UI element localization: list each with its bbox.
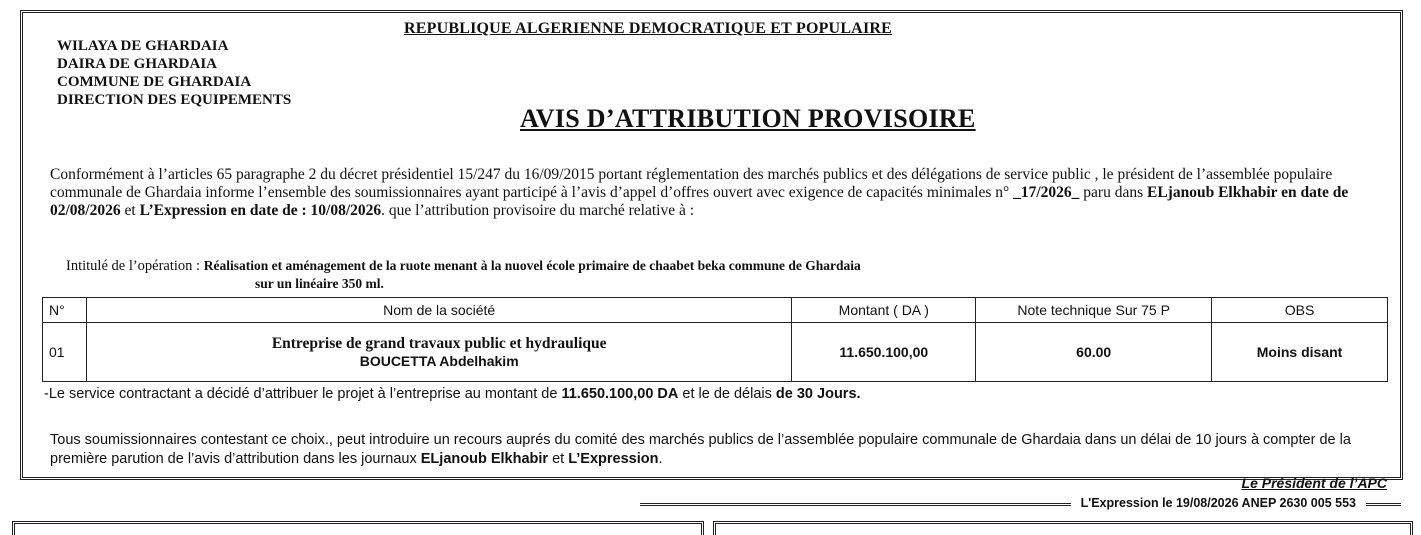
publication-footer [0, 495, 1421, 515]
appeal-journal-expression: L’Expression [568, 451, 659, 467]
intro-text-1: Conformément à l’articles 65 paragraphe 2 du décret présidentiel 15/247 du 16/09/2015 portant réglementation des marchés publics et des délégations de service public , le président de l’assemblée populaire communale de Ghardaia informe l’ensemble des soumissionnaires ayant participé à l’avis d’appel d’offres ouvert avec exigence de capacités minimales n° [50, 166, 1333, 201]
header-technical-score: Note technique Sur 75 P [976, 298, 1212, 323]
decision-delay: de 30 Jours. [775, 386, 861, 402]
appeal-text-1: Tous soumissionnaires contestant ce choix., peut introduire un recours auprés du comité des marchés publics de l’assemblée populaire communale de Ghardaia dans un délai de 10 jours à compter de la première parution de l’avis d’attribution dans les journaux [50, 432, 1351, 467]
issuer-daira: DAIRA DE GHARDAIA [57, 56, 218, 72]
tender-number: _17/2026_ [1013, 184, 1080, 201]
results-table [42, 297, 1388, 382]
journal-expression-date: L’Expression en date de : 10/08/2026 [139, 202, 382, 219]
next-notice-right-edge [713, 521, 1413, 535]
intro-text-4: . que l’attribution provisoire du marché relative à : [381, 202, 695, 219]
intro-paragraph [50, 166, 1370, 220]
publication-reference: L'Expression le 19/08/2026 ANEP 2630 005 553 [1071, 496, 1366, 510]
company-description: Entreprise de grand travaux public et hydraulique [271, 335, 607, 352]
journal-elkhabir-date: ELjanoub Elkhabir en date de 02/08/2026 [50, 184, 1349, 219]
operation-text-line2: sur un linéaire 350 ml. [255, 276, 384, 291]
intro-text-2: paru dans [1079, 184, 1147, 201]
decision-amount: 11.650.100,00 DA [561, 386, 679, 402]
header-company: Nom de la société [86, 298, 791, 323]
operation-block [66, 257, 861, 292]
cell-company [86, 323, 791, 382]
issuer-direction: DIRECTION DES EQUIPEMENTS [57, 92, 292, 108]
signature: Le Président de l’APC [1241, 475, 1387, 491]
operation-label: Intitulé de l’opération : [66, 258, 204, 274]
appeal-text-2: et [548, 451, 569, 467]
table-row [43, 323, 1388, 382]
company-owner: BOUCETTA Abdelhakim [359, 353, 519, 369]
notice-title: AVIS D’ATTRIBUTION PROVISOIRE [520, 104, 976, 133]
cell-amount: 11.650.100,00 [792, 323, 976, 382]
issuer-block [57, 37, 291, 109]
cell-number: 01 [43, 323, 87, 382]
issuer-commune: COMMUNE DE GHARDAIA [57, 74, 252, 90]
issuer-wilaya: WILAYA DE GHARDAIA [57, 38, 229, 54]
header-obs: OBS [1212, 298, 1388, 323]
decision-text-2: et le de délais [678, 386, 776, 402]
appeal-journal-elkhabir: ELjanoub Elkhabir [420, 451, 549, 467]
cell-obs: Moins disant [1212, 323, 1388, 382]
cell-technical-score: 60.00 [976, 323, 1212, 382]
decision-line [44, 386, 861, 402]
operation-text-line1: Réalisation et aménagement de la ruote menant à la nuovel école primaire de chaabet beka commune de Ghardaia [203, 258, 861, 273]
next-notice-left-edge [12, 521, 704, 535]
table-header-row [43, 298, 1388, 323]
intro-text-3: et [120, 202, 140, 219]
header-number: N° [43, 298, 87, 323]
appeal-paragraph [50, 431, 1390, 469]
appeal-text-3: . [658, 451, 663, 467]
decision-text-1: -Le service contractant a décidé d’attribuer le projet à l’entreprise au montant de [44, 386, 562, 402]
header-amount: Montant ( DA ) [792, 298, 976, 323]
republic-heading: REPUBLIQUE ALGERIENNE DEMOCRATIQUE ET POPULAIRE [404, 20, 892, 37]
